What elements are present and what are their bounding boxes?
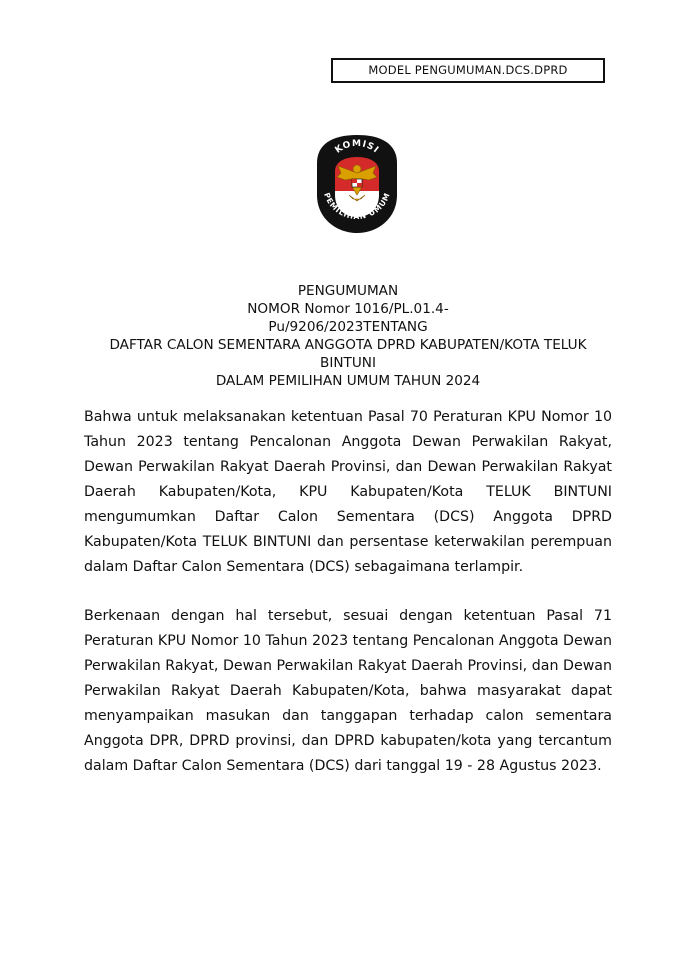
heading-title: PENGUMUMAN [297,283,399,299]
paragraph-2-line: Anggota DPR, DPRD provinsi, dan DPRD kabupaten/kota yang tercantum [84,733,612,749]
paragraph-1-line: Kabupaten/Kota TELUK BINTUNI dan persentase keterwakilan perempuan [84,534,612,550]
paragraph-1-line: Bahwa untuk melaksanakan ketentuan Pasal 70 Peraturan KPU Nomor 10 [84,409,612,425]
paragraph-1-line: mengumumkan Daftar Calon Sementara (DCS) Anggota DPRD [84,509,612,525]
paragraph-2-line: Perwakilan Rakyat, Dewan Perwakilan Rakyat Daerah Provinsi, dan Dewan [84,658,612,674]
paragraph-2-line: menyampaikan masukan dan tanggapan terhadap calon sementara [84,708,612,724]
paragraph-1 [84,405,612,580]
heading-election-line: DALAM PEMILIHAN UMUM TAHUN 2024 [215,373,481,389]
paragraph-1-line: Dewan Perwakilan Rakyat Daerah Provinsi, dan Dewan Perwakilan Rakyat [84,459,612,475]
heading-number-line-1: NOMOR Nomor 1016/PL.01.4- [247,301,449,317]
heading-subject-line-2: BINTUNI [320,355,376,371]
paragraph-2-line: Peraturan KPU Nomor 10 Tahun 2023 tentang Pencalonan Anggota Dewan [84,633,612,649]
logo-text-bottom: PEMILIHAN UMUM [322,191,392,222]
paragraph-2-line: Perwakilan Rakyat Daerah Kabupaten/Kota, bahwa masyarakat dapat [84,683,612,699]
paragraph-1-line: Tahun 2023 tentang Pencalonan Anggota Dewan Perwakilan Rakyat, [84,434,612,450]
model-label: MODEL PENGUMUMAN.DCS.DPRD [368,63,568,77]
paragraph-1-line: Daerah Kabupaten/Kota, KPU Kabupaten/Kota TELUK BINTUNI [84,484,612,500]
paragraph-2-line: Berkenaan dengan hal tersebut, sesuai dengan ketentuan Pasal 71 [84,608,612,624]
logo-text-top: KOMISI [333,138,381,156]
announcement-heading [80,282,616,390]
kpu-logo [311,133,403,235]
paragraph-1-line: dalam Daftar Calon Sementara (DCS) sebagaimana terlampir. [84,559,524,575]
paragraph-2-line: dalam Daftar Calon Sementara (DCS) dari tanggal 19 - 28 Agustus 2023. [84,758,602,774]
heading-number-line-2: Pu/9206/2023TENTANG [268,319,428,335]
heading-subject-line-1: DAFTAR CALON SEMENTARA ANGGOTA DPRD KABUPATEN/KOTA TELUK [109,337,587,353]
paragraph-2 [84,604,612,779]
model-label-box [331,58,605,83]
